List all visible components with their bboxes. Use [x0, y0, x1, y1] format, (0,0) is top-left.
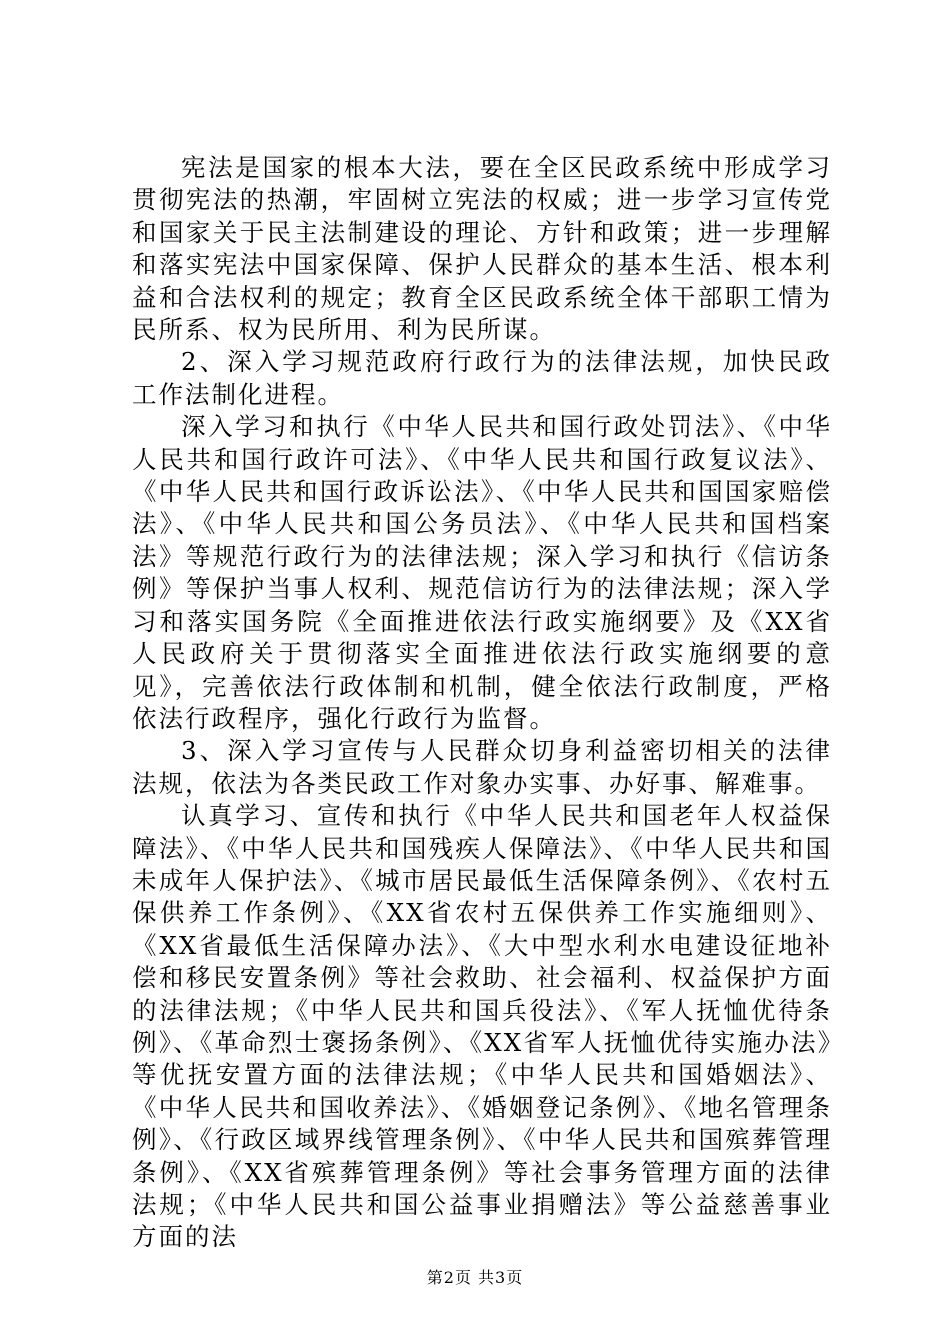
- paragraph-administrative-laws: 深入学习和执行《中华人民共和国行政处罚法》、《中华人民共和国行政许可法》、《中华人民共和国行政复议法》、《中华人民共和国行政诉讼法》、《中华人民共和国国家赔偿法》、《中华人民共和国公务员法》、《中华人民共和国档案法》等规范行政行为的法律法规；深入学习和执行《信访条例》等保护当事人权利、规范信访行为的法律法规；深入学习和落实国务院《全面推进依法行政实施纲要》及《XX省人民政府关于贯彻落实全面推进依法行政实施纲要的意见》，完善依法行政体制和机制，健全依法行政制度，严格依法行政程序，强化行政行为监督。: [132, 412, 832, 733]
- paragraph-constitution: 宪法是国家的根本大法，要在全区民政系统中形成学习贯彻宪法的热潮，牢固树立宪法的权威；进一步学习宣传党和国家关于民主法制建设的理论、方针和政策；进一步理解和落实宪法中国家保障、保护人民群众的基本生活、根本利益和合法权利的规定；教育全区民政系统全体干部职工情为民所系、权为民所用、利为民所谋。: [132, 153, 832, 345]
- page-footer: 第2页 共3页: [426, 1268, 524, 1287]
- paragraph-heading-3: 3、深入学习宣传与人民群众切身利益密切相关的法律法规，依法为各类民政工作对象办实事、办好事、解难事。: [132, 736, 832, 798]
- paragraph-civil-affairs-laws: 认真学习、宣传和执行《中华人民共和国老年人权益保障法》、《中华人民共和国残疾人保障法》、《中华人民共和国未成年人保护法》、《城市居民最低生活保障条例》、《农村五保供养工作条例》、《XX省农村五保供养工作实施细则》、《XX省最低生活保障办法》、《大中型水利水电建设征地补偿和移民安置条例》等社会救助、社会福利、权益保护方面的法律法规；《中华人民共和国兵役法》、《军人抚恤优待条例》、《革命烈士褒扬条例》、《XX省军人抚恤优待实施办法》等优抚安置方面的法律法规；《中华人民共和国婚姻法》、《中华人民共和国收养法》、《婚姻登记条例》、《地名管理条例》、《行政区域界线管理条例》、《中华人民共和国殡葬管理条例》、《XX省殡葬管理条例》等社会事务管理方面的法律法规；《中华人民共和国公益事业捐赠法》等公益慈善事业方面的法: [132, 801, 832, 1252]
- paragraph-heading-2: 2、深入学习规范政府行政行为的法律法规，加快民政工作法制化进程。: [132, 347, 832, 409]
- document-body: [132, 152, 832, 1254]
